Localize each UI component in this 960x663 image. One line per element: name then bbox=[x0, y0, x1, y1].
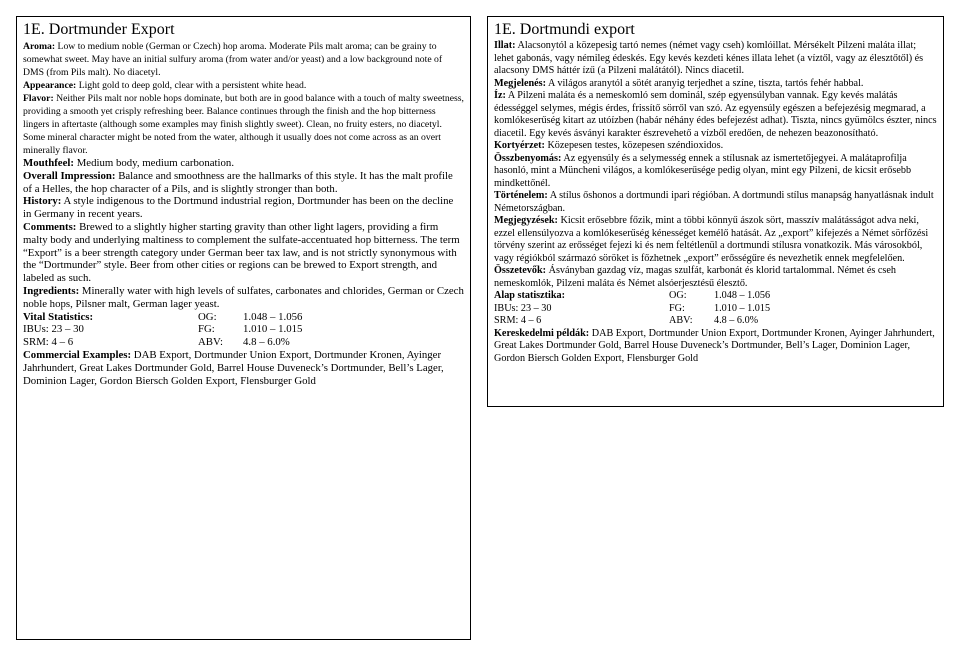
osszetevok-label: Összetevők: bbox=[494, 265, 547, 276]
abv-value-hu: 4.8 – 6.0% bbox=[714, 315, 759, 326]
history-section bbox=[23, 195, 464, 221]
mouthfeel-text: Medium body, medium carbonation. bbox=[76, 157, 235, 169]
peldak-label: Kereskedelmi példák: bbox=[494, 327, 590, 339]
alap-statisztika-table bbox=[494, 290, 937, 328]
megjelenes-section bbox=[494, 78, 937, 91]
og-label: OG: bbox=[198, 310, 217, 323]
abv-label: ABV: bbox=[198, 336, 223, 349]
abv-value: 4.8 – 6.0% bbox=[243, 336, 290, 349]
aroma-text: Low to medium noble (German or Czech) hop aroma. Moderate Pils malt aroma; can be grainy to somewhat sweet. May have an initial sulfury aroma (from water and/or yeast) and a low background note of DMS (from Pils malt). No diacetyl. bbox=[23, 41, 443, 78]
osszbenyomas-text: Az egyensúly és a selymesség ennek a stílusnak az ismertetőjegyei. A malátaprofilja hasonló, mint a Müncheni világos, a komlókeserűsége pedig olyan, mint egy Pilzeni, de kicsit erősebb mindkettőnél. bbox=[494, 152, 912, 189]
megjegyzesek-text: Kicsit erősebbre főzik, mint a többi könnyű ászok sört, masszív malátásságot adva neki, ezzel ellensúlyozva a komlókeserűség kénességet kemélő hatását. Az „export” kifejezés a Német sörfőzési törvény szerint az erősséget fejezi ki és nem feltétlenül a dortmundi stílusra vonatkozik. Más városokból, vagy régiókból származó söröket is főzhetnek „export” erősségűre és nevezhetik ennek megfelelően. bbox=[494, 215, 929, 264]
megjegyzesek-label: Megjegyzések: bbox=[494, 215, 558, 226]
illat-text: Alacsonytól a közepesig tartó nemes (német vagy cseh) komlóillat. Mérsékelt Pilzeni maláta illat; lehet gabonás, vagy némileg édeskés. Egy kevés kezdeti kénes illata lehet (a víztől, vagy az élesztőtől) és alacsony DMS háttér ízű (a Pilzeni malátától). Nincs diacetil. bbox=[494, 40, 924, 76]
osszbenyomas-section bbox=[494, 153, 937, 191]
og-value-hu: 1.048 – 1.056 bbox=[714, 290, 771, 301]
appearance-text: Light gold to deep gold, clear with a persistent white head. bbox=[78, 80, 307, 91]
osszbenyomas-label: Összbenyomás: bbox=[494, 152, 562, 164]
aroma-section bbox=[23, 40, 464, 79]
tortenelem-label: Történelem: bbox=[494, 190, 548, 201]
peldak-section bbox=[494, 328, 937, 366]
kortyerzet-text: Közepesen testes, közepesen széndioxidos. bbox=[547, 140, 724, 151]
appearance-section bbox=[23, 79, 464, 92]
english-style-card bbox=[16, 16, 471, 640]
iz-label: Íz: bbox=[494, 90, 506, 101]
flavor-text: Neither Pils malt nor noble hops dominate, but both are in good balance with a touch of malty sweetness, providing a smooth yet crisply refreshing beer. Balance continues through the finish and the hop bitterness lingers in aftertaste (although some examples may finish slightly sweet). Clean, no fruity esters, no diacetyl. Some mineral character might be noted from the water, although it usually does not come across as an overt minerally flavor. bbox=[23, 93, 464, 156]
megjegyzesek-section bbox=[494, 215, 937, 265]
hungarian-style-card bbox=[487, 16, 944, 407]
illat-label: Illat: bbox=[494, 40, 516, 51]
srm-value: SRM: 4 – 6 bbox=[23, 336, 74, 349]
overall-text: Balance and smoothness are the hallmarks of this style. It has the malt profile of a Helles, the hop character of a Pils, and is slightly stronger than both. bbox=[23, 169, 453, 195]
aroma-label: Aroma: bbox=[23, 41, 56, 52]
megjelenes-label: Megjelenés: bbox=[494, 77, 547, 89]
style-title: 1E. Dortmunder Export bbox=[23, 21, 175, 38]
vital-statistics-label: Vital Statistics: bbox=[23, 310, 94, 323]
examples-section bbox=[23, 349, 464, 387]
examples-text: DAB Export, Dortmunder Union Export, Dortmunder Kronen, Ayinger Jahrhundert, Great Lakes Dortmunder Gold, Barrel House Duveneck’s Dortmunder, Bell’s Lager, Dominion Lager, Gordon Biersch Golden Export, Flensburger Gold bbox=[23, 348, 444, 387]
osszetevok-section bbox=[494, 265, 937, 290]
iz-section bbox=[494, 90, 937, 140]
mouthfeel-section bbox=[23, 157, 464, 170]
fg-label-hu: FG: bbox=[669, 302, 685, 314]
flavor-label: Flavor: bbox=[23, 93, 54, 104]
tortenelem-text: A stílus őshonos a dortmundi ipari régióban. A dortmundi stílus manapság hanyatlásnak indult Németországban. bbox=[494, 190, 934, 214]
mouthfeel-label: Mouthfeel: bbox=[23, 157, 74, 169]
ingredients-section bbox=[23, 285, 464, 311]
vital-statistics-table bbox=[23, 311, 464, 349]
fg-value: 1.010 – 1.015 bbox=[243, 323, 303, 336]
ibu-value-hu: IBUs: 23 – 30 bbox=[494, 302, 552, 314]
abv-label-hu: ABV: bbox=[669, 315, 693, 326]
appearance-label: Appearance: bbox=[23, 80, 77, 91]
alap-statisztika-label: Alap statisztika: bbox=[494, 290, 566, 301]
tortenelem-section bbox=[494, 190, 937, 215]
og-value: 1.048 – 1.056 bbox=[243, 310, 303, 323]
comments-label: Comments: bbox=[23, 220, 77, 233]
osszetevok-text: Ásványban gazdag víz, magas szulfát, karbonát és klorid tartalommal. Német és cseh nemeskomlók, Pilzeni maláta és Német alsóerjesztésű élesztő. bbox=[494, 265, 896, 289]
illat-section bbox=[494, 40, 937, 78]
comments-text: Brewed to a slightly higher starting gravity than other light lagers, providing a firm malty body and underlying maltiness to complement the sulfate-accentuated hop bitterness. The term “Export” is a beer strength category under German beer tax law, and is not strictly synonymous with the “Dortmunder” style. Beer from other cities or regions can be brewed to Export strength, and labeled as such. bbox=[23, 220, 460, 285]
ingredients-text: Minerally water with high levels of sulfates, carbonates and chlorides, German or Czech noble hops, Pilsner malt, German lager yeast. bbox=[23, 284, 464, 310]
megjelenes-text: A világos aranytól a sötét aranyig terjedhet a színe, tiszta, tartós fehér habbal. bbox=[548, 77, 864, 89]
history-text: A style indigenous to the Dortmund industrial region, Dortmunder has been on the decline in Germany in recent years. bbox=[23, 195, 454, 221]
comments-section bbox=[23, 221, 464, 285]
kortyerzet-label: Kortyérzet: bbox=[494, 140, 545, 151]
overall-label: Overall Impression: bbox=[23, 169, 116, 182]
kortyerzet-section bbox=[494, 140, 937, 153]
srm-value-hu: SRM: 4 – 6 bbox=[494, 315, 542, 326]
peldak-text: DAB Export, Dortmunder Union Export, Dortmunder Kronen, Ayinger Jahrhundert, Great Lakes Dortmunder Gold, Barrel House Duveneck’s Dortmunder, Bell’s Lager, Dominion Lager, Gordon Biersch Golden Export, Flensburger Gold bbox=[494, 327, 935, 364]
og-label-hu: OG: bbox=[669, 290, 687, 301]
examples-label: Commercial Examples: bbox=[23, 348, 132, 361]
ingredients-label: Ingredients: bbox=[23, 284, 80, 297]
flavor-section bbox=[23, 92, 464, 157]
overall-section bbox=[23, 170, 464, 196]
fg-value-hu: 1.010 – 1.015 bbox=[714, 302, 771, 314]
fg-label: FG: bbox=[198, 323, 215, 336]
style-title-hu: 1E. Dortmundi export bbox=[494, 21, 635, 38]
iz-text: A Pilzeni maláta és a nemeskomló sem dominál, szép egyensúlyban vannak. Egy kevés malátás édességgel selymes, mégis érdes, frissítő sörről van szó. Az egyensúly egészen a befejezésig megmarad, a komlókeserűség kitart az utóízben (habár néhány édes befejezést adhat). Tiszta, nincs gyümölcs észter, nincs diacetil. Egy kevés ásványi karakter észrevehető a vízből eredően, de nehezen beazonosítható. bbox=[494, 90, 937, 139]
history-label: History: bbox=[23, 195, 62, 208]
ibu-value: IBUs: 23 – 30 bbox=[23, 323, 84, 336]
